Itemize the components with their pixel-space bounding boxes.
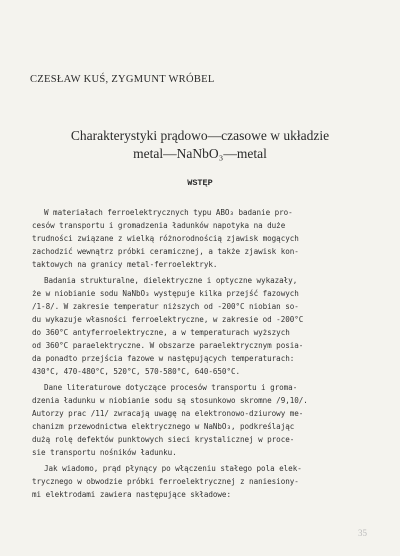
page-corner-mark: 35 bbox=[358, 528, 367, 538]
paper-title-line-2: metal—NaNbO₃—metal bbox=[133, 146, 267, 161]
body-line: cesów transportu i gromadzenia ładunków napotyka na duże bbox=[32, 221, 286, 230]
body-line: da ponadto przejścia fazowe w następujących temperaturach: bbox=[32, 354, 295, 363]
body-line: Autorzy prac /11/ zwracają uwagę na elektronowo-dziurowy me- bbox=[32, 409, 304, 418]
body-line: Jak wiadomo, prąd płynący po włączeniu stałego pola elek- bbox=[44, 464, 302, 473]
body-line: chanizm przewodnictwa elektrycznego w NaNbO₃, podkreślając bbox=[32, 422, 295, 431]
paper-title-line-1: Charakterystyki prądowo—czasowe w układzie bbox=[70, 128, 330, 143]
body-line: /1-8/. W zakresie temperatur niższych od -200°C niobian so- bbox=[32, 302, 299, 311]
body-line: W materiałach ferroelektrycznych typu ABO₃ badanie pro- bbox=[44, 208, 293, 217]
body-line: mi elektrodami zawiera następujące składowe: bbox=[32, 490, 231, 499]
author-names: CZESŁAW KUŚ, ZYGMUNT WRÓBEL bbox=[30, 74, 215, 85]
body-line: dużą rolę defektów punktowych sieci krystalicznej w proce- bbox=[32, 435, 295, 444]
body-line: zachodzić wewnątrz próbki ceramicznej, a także zjawisk kon- bbox=[32, 247, 299, 256]
body-line: trycznego w obwodzie próbki ferroelektrycznej z naniesiony- bbox=[32, 477, 299, 486]
body-line: taktowych na granicy metal-ferroelektryk. bbox=[32, 260, 218, 269]
body-line: sie transportu nośników ładunku. bbox=[32, 448, 177, 457]
body-line: że w niobianie sodu NaNbO₃ występuje kilka przejść fazowych bbox=[32, 289, 299, 298]
body-line: do 360°C antyferroelektryczne, a w temperaturach wyższych bbox=[32, 328, 290, 337]
body-line: od 360°C paraelektryczne. W obszarze paraelektrycznym posia- bbox=[32, 341, 304, 350]
section-heading: WSTĘP bbox=[187, 178, 213, 188]
body-line: 430°C, 470-480°C, 520°C, 570-580°C, 640-650°C. bbox=[32, 367, 241, 376]
body-line: trudności związane z wielką różnorodnością zjawisk mogących bbox=[32, 234, 299, 243]
body-line: Badania strukturalne, dielektryczne i optyczne wykazały, bbox=[44, 276, 298, 285]
body-line: du wykazuje własności ferroelektryczne, w zakresie od -200°C bbox=[32, 315, 304, 324]
body-line: Dane literaturowe dotyczące procesów transportu i groma- bbox=[44, 383, 298, 392]
body-line: dzenia ładunku w niobianie sodu są stosunkowo skromne /9,10/. bbox=[32, 396, 308, 405]
